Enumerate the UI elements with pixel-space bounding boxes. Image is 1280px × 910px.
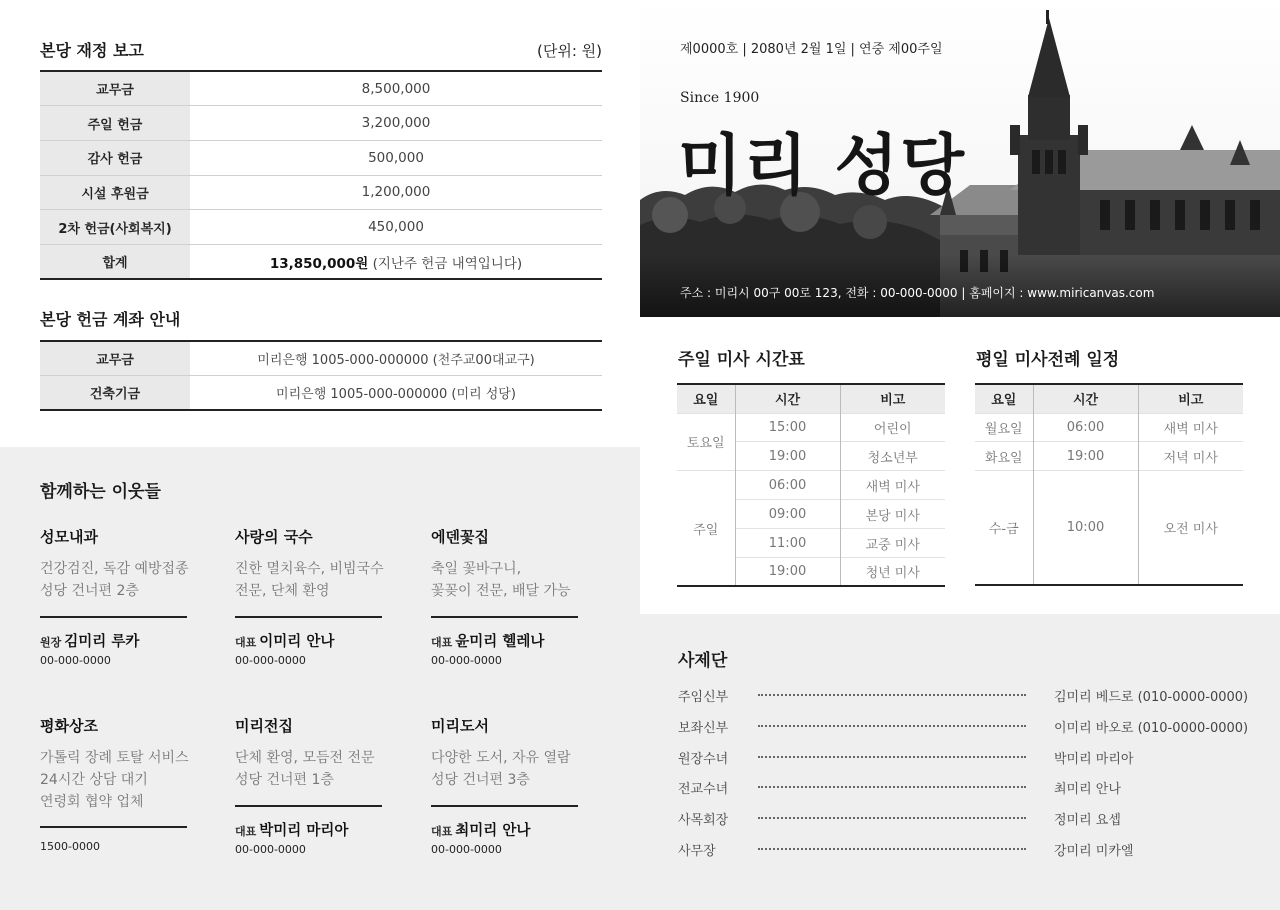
person-name: 김미리 루카 [64, 634, 140, 650]
table-row [40, 140, 602, 175]
phone-number: 00-000-0000 [40, 654, 111, 667]
phone-number: 00-000-0000 [235, 843, 306, 856]
note-cell: 본당 미사 [840, 500, 945, 529]
table-row [40, 341, 602, 376]
neighbor-contact [40, 630, 139, 651]
person-name: 최미리 안나 [455, 823, 531, 839]
dotted-leader [758, 694, 1026, 696]
neighbor-name: 평화상조 [40, 717, 98, 735]
clergy-role: 전교수녀 [678, 781, 729, 797]
phone-number: 1500-0000 [40, 840, 100, 853]
time-cell: 11:00 [735, 529, 840, 558]
total-label: 합계 [40, 244, 190, 279]
neighbor-name: 사랑의 국수 [235, 528, 313, 546]
account-label: 건축기금 [40, 376, 190, 411]
neighbor-contact [431, 819, 530, 840]
finance-header [40, 38, 602, 61]
neighbor-card [431, 526, 578, 667]
note-cell: 저녁 미사 [1138, 442, 1243, 471]
clergy-row [678, 685, 1249, 705]
column-header: 시간 [735, 384, 840, 413]
neighbor-desc [40, 747, 187, 813]
finance-value: 500,000 [190, 140, 602, 175]
divider [40, 616, 187, 618]
neighbor-card [40, 526, 189, 667]
phone-number: 00-000-0000 [235, 654, 306, 667]
day-cell: 월요일 [975, 413, 1033, 442]
clergy-role: 원장수녀 [678, 751, 729, 767]
finance-label: 2차 헌금(사회복지) [40, 210, 190, 245]
finance-value: 3,200,000 [190, 106, 602, 141]
note-cell: 새벽 미사 [1138, 413, 1243, 442]
note-cell: 청년 미사 [840, 557, 945, 586]
time-cell: 06:00 [735, 471, 840, 500]
clergy-name: 김미리 베드로 (010-0000-0000) [1054, 689, 1249, 705]
table-header-row [677, 384, 945, 413]
note-cell: 오전 미사 [1138, 471, 1243, 585]
divider [235, 616, 382, 618]
account-value: 미리은행 1005-000-000000 (미리 성당) [190, 376, 602, 411]
neighbors-section [0, 447, 640, 910]
dotted-leader [758, 725, 1026, 727]
day-cell: 화요일 [975, 442, 1033, 471]
note-cell: 청소년부 [840, 442, 945, 471]
table-row [975, 471, 1243, 585]
role-label: 대표 [235, 825, 257, 838]
note-cell: 새벽 미사 [840, 471, 945, 500]
role-label: 대표 [431, 825, 453, 838]
dotted-leader [758, 786, 1026, 788]
person-name: 윤미리 헬레나 [455, 634, 545, 650]
divider [431, 616, 578, 618]
neighbor-name: 미리전집 [235, 717, 293, 735]
clergy-name: 정미리 요셉 [1054, 812, 1121, 828]
clergy-row [678, 808, 1238, 828]
time-cell: 19:00 [735, 442, 840, 471]
total-row [40, 244, 602, 279]
finance-table [40, 70, 602, 280]
neighbor-desc [431, 747, 578, 791]
day-cell: 토요일 [677, 413, 735, 471]
divider [40, 826, 187, 828]
neighbor-desc [235, 558, 382, 602]
neighbor-desc-line: 성당 건너편 3층 [431, 772, 530, 788]
neighbor-name: 성모내과 [40, 528, 98, 546]
neighbor-desc [431, 558, 578, 602]
column-header: 비고 [840, 384, 945, 413]
total-value-cell [190, 244, 602, 279]
finance-label: 교무금 [40, 71, 190, 106]
accounts-title: 본당 헌금 계좌 안내 [40, 310, 181, 329]
role-label: 대표 [235, 636, 257, 649]
total-value: 13,850,000원 [269, 255, 369, 272]
finance-title: 본당 재정 보고 [40, 41, 144, 60]
finance-value: 8,500,000 [190, 71, 602, 106]
finance-label: 시설 후원금 [40, 175, 190, 210]
table-row [40, 106, 602, 141]
clergy-row [678, 716, 1249, 736]
mass-schedule-section [640, 317, 1280, 614]
neighbor-desc [40, 558, 187, 602]
finance-label: 주일 헌금 [40, 106, 190, 141]
sunday-mass-title: 주일 미사 시간표 [678, 350, 805, 370]
finance-unit: (단위: 원) [537, 42, 602, 60]
accounts-header [40, 307, 602, 330]
clergy-name: 이미리 바오로 (010-0000-0000) [1054, 720, 1249, 736]
finance-value: 1,200,000 [190, 175, 602, 210]
table-row [40, 210, 602, 245]
column-header: 요일 [677, 384, 735, 413]
neighbor-desc [235, 747, 382, 791]
clergy-row [678, 839, 1238, 859]
time-cell: 06:00 [1033, 413, 1138, 442]
dotted-leader [758, 817, 1026, 819]
neighbor-desc-line: 건강검진, 독감 예방접종 [40, 561, 189, 577]
divider [431, 805, 578, 807]
account-label: 교무금 [40, 341, 190, 376]
time-cell: 19:00 [735, 557, 840, 586]
church-name: 미리 성당 [678, 127, 967, 204]
weekday-mass-title: 평일 미사전례 일정 [976, 350, 1120, 370]
neighbors-title: 함께하는 이웃들 [40, 482, 161, 502]
time-cell: 19:00 [1033, 442, 1138, 471]
note-cell: 교중 미사 [840, 529, 945, 558]
person-name: 박미리 마리아 [259, 823, 349, 839]
dotted-leader [758, 756, 1026, 758]
clergy-role: 사목회장 [678, 812, 729, 828]
clergy-role: 보좌신부 [678, 720, 729, 736]
neighbor-desc-line: 축일 꽃바구니, [431, 561, 522, 577]
clergy-row [678, 747, 1238, 767]
table-row [40, 71, 602, 106]
hero-banner [640, 0, 1280, 317]
phone-number: 00-000-0000 [431, 654, 502, 667]
clergy-row [678, 777, 1238, 797]
note-cell: 어린이 [840, 413, 945, 442]
neighbor-desc-line: 전문, 단체 환영 [235, 583, 330, 599]
table-row [40, 175, 602, 210]
neighbor-contact [235, 819, 348, 840]
column-header: 요일 [975, 384, 1033, 413]
neighbor-desc-line: 꽃꽂이 전문, 배달 가능 [431, 583, 571, 599]
neighbor-desc-line: 24시간 상담 대기 [40, 772, 148, 788]
finance-label: 감사 헌금 [40, 140, 190, 175]
clergy-section [640, 614, 1280, 910]
clergy-name: 강미리 미카엘 [1054, 843, 1134, 859]
divider [235, 805, 382, 807]
issue-info: 제0000호 | 2080년 2월 1일 | 연중 제00주일 [680, 42, 943, 57]
clergy-name: 박미리 마리아 [1054, 751, 1134, 767]
neighbor-name: 에덴꽃집 [431, 528, 489, 546]
clergy-title: 사제단 [678, 651, 728, 671]
table-row [975, 442, 1243, 471]
table-header-row [975, 384, 1243, 413]
neighbor-desc-line: 다양한 도서, 자유 열람 [431, 750, 571, 766]
neighbor-desc-line: 단체 환영, 모듬전 전문 [235, 750, 375, 766]
clergy-role: 사무장 [678, 843, 716, 859]
neighbor-desc-line: 가톨릭 장례 토탈 서비스 [40, 750, 189, 766]
time-cell: 09:00 [735, 500, 840, 529]
table-row [677, 471, 945, 500]
weekday-mass-table [975, 383, 1243, 586]
accounts-table [40, 340, 602, 411]
neighbor-card [431, 715, 578, 856]
day-cell: 주일 [677, 471, 735, 587]
finance-value: 450,000 [190, 210, 602, 245]
day-cell: 수-금 [975, 471, 1033, 585]
table-row [677, 413, 945, 442]
finance-section [0, 0, 640, 447]
neighbor-contact [235, 630, 334, 651]
neighbor-card [235, 526, 384, 667]
dotted-leader [758, 848, 1026, 850]
sunday-mass-table [677, 383, 945, 587]
total-note: (지난주 헌금 내역입니다) [368, 255, 523, 272]
neighbor-card [40, 715, 189, 853]
table-row [975, 413, 1243, 442]
role-label: 대표 [431, 636, 453, 649]
neighbor-desc-line: 연령회 협약 업체 [40, 794, 144, 810]
address-line: 주소 : 미리시 00구 00로 123, 전화 : 00-000-0000 | 홈페이지 : www.miricanvas.com [680, 286, 1155, 300]
clergy-name: 최미리 안나 [1054, 781, 1121, 797]
neighbor-card [235, 715, 382, 856]
since-label: Since 1900 [680, 90, 760, 106]
person-name: 이미리 안나 [259, 634, 335, 650]
neighbor-name: 미리도서 [431, 717, 489, 735]
account-value: 미리은행 1005-000-000000 (천주교00대교구) [190, 341, 602, 376]
neighbor-contact [431, 630, 544, 651]
neighbor-desc-line: 진한 멸치육수, 비빔국수 [235, 561, 384, 577]
clergy-role: 주임신부 [678, 689, 729, 705]
time-cell: 10:00 [1033, 471, 1138, 585]
neighbor-desc-line: 성당 건너편 2층 [40, 583, 139, 599]
role-label: 원장 [40, 636, 62, 649]
phone-number: 00-000-0000 [431, 843, 502, 856]
table-row [40, 376, 602, 411]
time-cell: 15:00 [735, 413, 840, 442]
column-header: 시간 [1033, 384, 1138, 413]
column-header: 비고 [1138, 384, 1243, 413]
neighbor-desc-line: 성당 건너편 1층 [235, 772, 334, 788]
